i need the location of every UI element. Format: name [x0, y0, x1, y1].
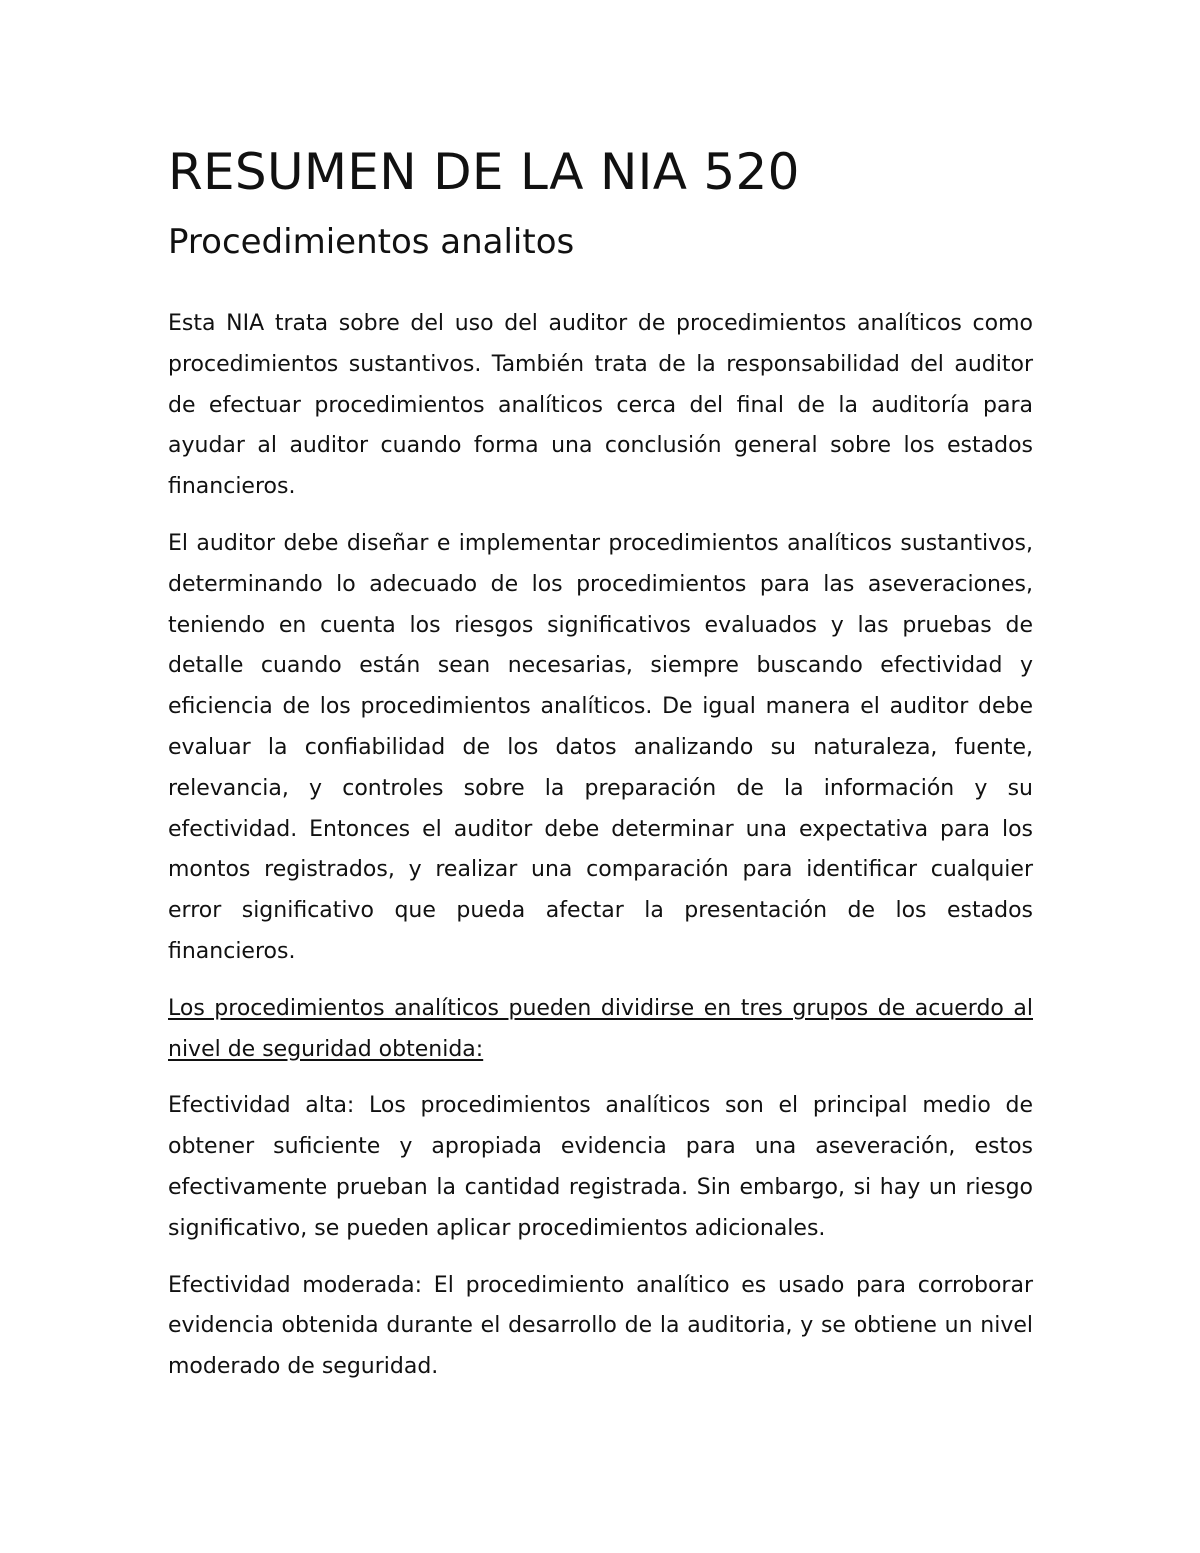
- document-subtitle: Procedimientos analitos: [168, 222, 575, 262]
- document-title: RESUMEN DE LA NIA 520: [168, 143, 800, 201]
- paragraph-auditor-design: El auditor debe diseñar e implementar procedimientos analíticos sustantivos, determinando lo adecuado de los procedimientos para las aseveraciones, teniendo en cuenta los riesgos significativos evaluados y las pruebas de detalle cuando están sean necesarias, siempre buscando efectividad y eficiencia de los procedimientos analíticos. De igual manera el auditor debe evaluar la confiabilidad de los datos analizando su naturaleza, fuente, relevancia, y controles sobre la preparación de la información y su efectividad. Entonces el auditor debe determinar una expectativa para los montos registrados, y realizar una comparación para identificar cualquier error significativo que pueda afectar la presentación de los estados financieros.: [168, 530, 1033, 964]
- paragraph-moderate-effectiveness: Efectividad moderada: El procedimiento analítico es usado para corroborar evidencia obtenida durante el desarrollo de la auditoria, y se obtiene un nivel moderado de seguridad.: [168, 1272, 1033, 1380]
- paragraph-groups-heading: Los procedimientos analíticos pueden dividirse en tres grupos de acuerdo al nivel de seguridad obtenida:: [168, 995, 1033, 1062]
- document-page: [168, 140, 1033, 1388]
- paragraph-intro: Esta NIA trata sobre del uso del auditor de procedimientos analíticos como procedimientos sustantivos. También trata de la responsabilidad del auditor de efectuar procedimientos analíticos cerca del final de la auditoría para ayudar al auditor cuando forma una conclusión general sobre los estados financieros.: [168, 311, 1033, 500]
- paragraph-high-effectiveness: Efectividad alta: Los procedimientos analíticos son el principal medio de obtener suficiente y apropiada evidencia para una aseveración, estos efectivamente prueban la cantidad registrada. Sin embargo, si hay un riesgo significativo, se pueden aplicar procedimientos adicionales.: [168, 1093, 1033, 1241]
